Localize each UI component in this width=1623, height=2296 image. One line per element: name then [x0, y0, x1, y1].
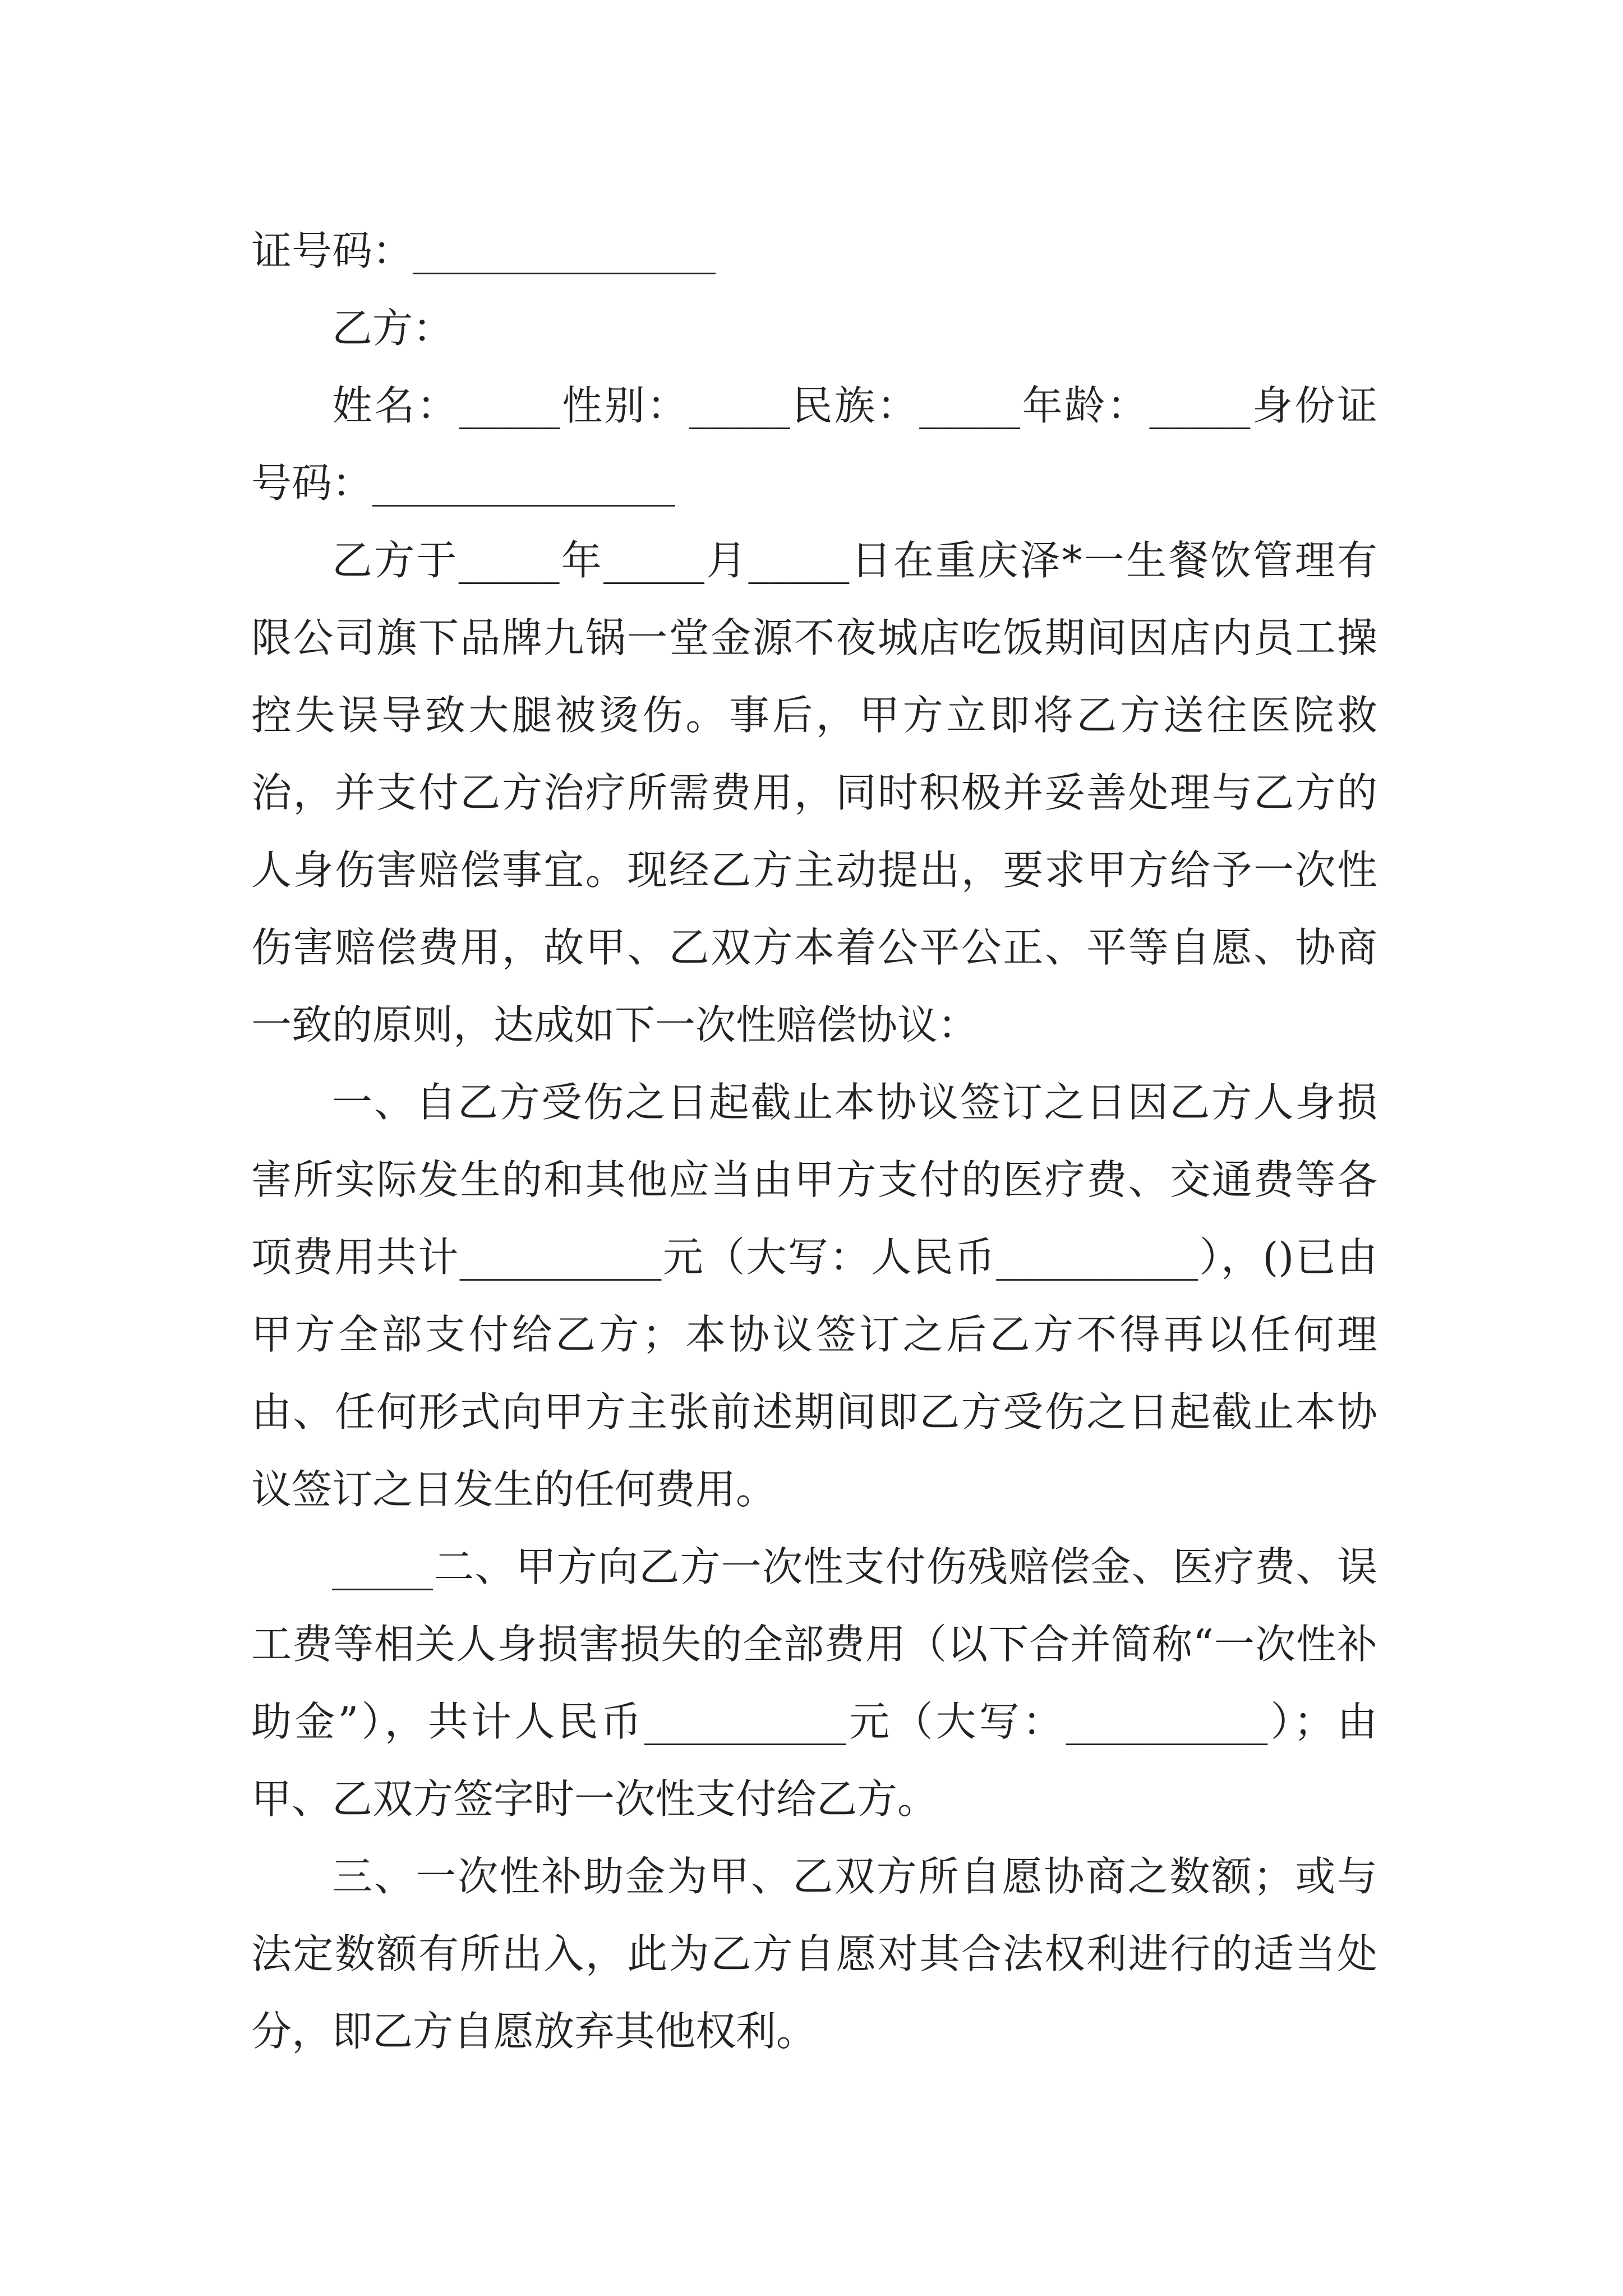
- party-b-heading: 乙方：: [332, 305, 454, 352]
- incident-paragraph: 乙方于_____年_____月_____日在重庆泽*一生餐饮管理有限公司旗下品牌九锅一堂金源不夜城店吃饭期间因店内员工操控失误导致大腿被烫伤。事后，甲方立即将乙方送往医院救治，并支付乙方治疗所需费用，同时积极并妥善处理与乙方的人身伤害赔偿事宜。现经乙方主动提出，要求甲方给予一次性伤害赔偿费用，故甲、乙双方本着公平公正、平等自愿、协商一致的原则，达成如下一次性赔偿协议：: [251, 537, 1377, 1048]
- clause-one-paragraph: 一、自乙方受伤之日起截止本协议签订之日因乙方人身损害所实际发生的和其他应当由甲方支付的医疗费、交通费等各项费用共计__________元（大写：人民币__________），()已由甲方全部支付给乙方；本协议签订之后乙方不得再以任何理由、任何形式向甲方主张前述期间即乙方受伤之日起截止本协议签订之日发生的任何费用。: [251, 1079, 1377, 1513]
- clause-two-paragraph: _____二、甲方向乙方一次性支付伤残赔偿金、医疗费、误工费等相关人身损害损失的全部费用（以下合并简称“一次性补助金”），共计人民币__________元（大写：__________）；由甲、乙双方签字时一次性支付给乙方。: [251, 1543, 1377, 1823]
- clause-three-paragraph: 三、一次性补助金为甲、乙双方所自愿协商之数额；或与法定数额有所出入，此为乙方自愿对其合法权利进行的适当处分，即乙方自愿放弃其他权利。: [251, 1853, 1377, 2055]
- document-body: [251, 212, 1377, 2070]
- party-b-info-paragraph: 姓名：_____性别：_____民族：_____年龄：_____身份证号码：_______________: [251, 382, 1377, 507]
- id-number-line: 证号码：_______________: [251, 227, 716, 274]
